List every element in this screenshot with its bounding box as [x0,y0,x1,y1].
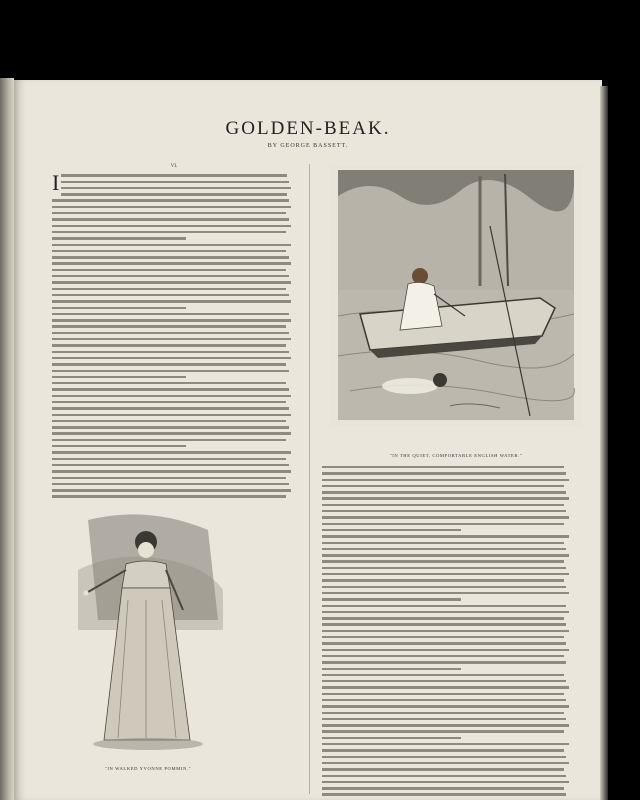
text-line [322,477,574,483]
newspaper-page [14,80,602,800]
text-line [322,766,574,772]
text-line [52,323,296,329]
text-line [61,179,296,185]
text-line [52,386,296,392]
text-line [322,647,574,653]
text-line [322,728,574,734]
woman-illustration-caption: "IN WALKED YVONNE POMMIN." [104,766,192,771]
text-line [322,659,574,665]
text-line [52,405,296,411]
article-byline: BY GEORGE BASSETT. [267,143,349,149]
text-line [322,747,574,753]
text-line [322,540,574,546]
text-line [322,773,574,779]
boat-illustration [330,166,582,426]
text-line [52,493,296,499]
text-line [52,279,296,285]
text-line [322,791,574,797]
text-line [52,242,296,248]
text-line [322,603,574,609]
text-line [322,640,574,646]
text-line [61,172,296,178]
text-line [52,349,296,355]
text-line [52,475,296,481]
boat-illustration-caption: "IN THE QUIET, COMFORTABLE ENGLISH WATER." [389,453,523,458]
drop-cap: I [52,170,60,196]
text-line [322,584,574,590]
woman-illustration [58,510,238,760]
text-line [322,703,574,709]
left-text-lines [52,172,296,499]
text-line [322,684,574,690]
section-marker: VI. [170,164,178,169]
right-text-lines [322,464,574,800]
text-line [52,361,296,367]
text-line [52,197,296,203]
page-edge-shadow [600,86,608,800]
text-line [322,514,574,520]
text-line [322,710,574,716]
text-line [322,621,574,627]
text-line [322,495,574,501]
text-line [322,558,574,564]
text-line [52,286,296,292]
binding-spine [0,78,14,800]
text-line [52,216,296,222]
text-line [52,468,296,474]
text-line [52,368,296,374]
text-line [322,470,574,476]
text-line [52,342,296,348]
text-line [322,577,574,583]
column-rule [309,164,310,794]
left-column-text [52,164,296,500]
right-column-text [322,464,574,800]
text-line [52,260,296,266]
text-line [52,412,296,418]
text-line [322,533,574,539]
article-title: GOLDEN-BEAK. [225,118,391,139]
text-line [52,298,296,304]
text-line [52,430,296,436]
text-line [52,449,296,455]
